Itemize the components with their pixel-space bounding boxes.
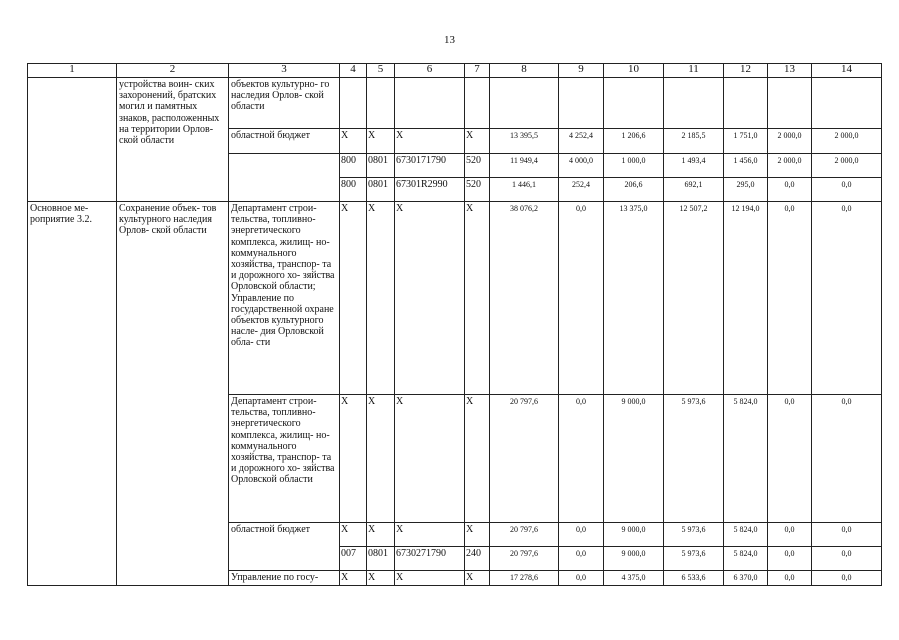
empty-cell	[768, 78, 812, 129]
table-row	[28, 202, 882, 395]
table-row	[28, 78, 882, 129]
amount-cell: 5 824,0	[724, 395, 768, 523]
code-cell: X	[367, 395, 395, 523]
code-cell: X	[465, 571, 490, 586]
amount-cell: 0,0	[768, 202, 812, 395]
source-cell: областной бюджет	[229, 129, 340, 154]
amount-cell: 38 076,2	[490, 202, 559, 395]
empty-cell	[367, 78, 395, 129]
code-cell: 67301R2990	[395, 178, 465, 202]
code-cell: 520	[465, 178, 490, 202]
code-cell: X	[395, 523, 465, 547]
amount-cell: 2 000,0	[768, 129, 812, 154]
code-cell: X	[465, 202, 490, 395]
code-cell: X	[340, 523, 367, 547]
amount-cell: 2 000,0	[812, 154, 882, 178]
financing-table	[27, 63, 882, 586]
amount-cell: 0,0	[812, 202, 882, 395]
amount-cell: 6 370,0	[724, 571, 768, 586]
amount-cell: 5 824,0	[724, 523, 768, 547]
code-cell: 0801	[367, 154, 395, 178]
column-number: 11	[664, 64, 724, 78]
code-cell: X	[395, 395, 465, 523]
empty-cell	[490, 78, 559, 129]
source-cell	[229, 547, 340, 571]
amount-cell: 1 000,0	[604, 154, 664, 178]
amount-cell: 2 000,0	[768, 154, 812, 178]
empty-cell	[395, 78, 465, 129]
code-cell: X	[465, 129, 490, 154]
empty-cell	[724, 78, 768, 129]
amount-cell: 0,0	[559, 571, 604, 586]
code-cell: 520	[465, 154, 490, 178]
column-number: 8	[490, 64, 559, 78]
column-number: 6	[395, 64, 465, 78]
amount-cell: 12 507,2	[664, 202, 724, 395]
empty-cell	[812, 78, 882, 129]
amount-cell: 0,0	[768, 523, 812, 547]
amount-cell: 9 000,0	[604, 395, 664, 523]
code-cell: X	[465, 395, 490, 523]
amount-cell: 6 533,6	[664, 571, 724, 586]
page-number: 13	[444, 34, 455, 46]
code-cell: 007	[340, 547, 367, 571]
amount-cell: 0,0	[812, 178, 882, 202]
column-number: 7	[465, 64, 490, 78]
code-cell: X	[367, 129, 395, 154]
amount-cell: 0,0	[559, 547, 604, 571]
activity-cell	[28, 78, 117, 202]
amount-cell: 4 252,4	[559, 129, 604, 154]
empty-cell	[465, 78, 490, 129]
amount-cell: 0,0	[768, 547, 812, 571]
amount-cell: 1 456,0	[724, 154, 768, 178]
amount-cell: 0,0	[768, 571, 812, 586]
amount-cell: 0,0	[559, 523, 604, 547]
code-cell: X	[367, 202, 395, 395]
amount-cell: 12 194,0	[724, 202, 768, 395]
code-cell: X	[340, 129, 367, 154]
activity-name-cell: устройства воин- ских захоронений, братских могил и памятных знаков, расположенных на территории Орлов- ской области	[117, 78, 229, 202]
code-cell: X	[395, 202, 465, 395]
column-number: 5	[367, 64, 395, 78]
empty-cell	[340, 78, 367, 129]
amount-cell: 5 973,6	[664, 547, 724, 571]
amount-cell: 252,4	[559, 178, 604, 202]
amount-cell: 5 973,6	[664, 523, 724, 547]
amount-cell: 0,0	[559, 202, 604, 395]
executor-cell: Департамент строи- тельства, топливно- энергетического комплекса, жилищ- но-коммунального хозяйства, транспор- та и дорожного хо- зяйства Орловской области	[229, 395, 340, 523]
empty-cell	[559, 78, 604, 129]
code-cell: X	[367, 523, 395, 547]
code-cell: X	[340, 202, 367, 395]
empty-cell	[664, 78, 724, 129]
amount-cell: 13 375,0	[604, 202, 664, 395]
source-cell: областной бюджет	[229, 523, 340, 547]
amount-cell: 2 000,0	[812, 129, 882, 154]
amount-cell: 9 000,0	[604, 547, 664, 571]
column-number: 4	[340, 64, 367, 78]
code-cell: 6730271790	[395, 547, 465, 571]
amount-cell: 17 278,6	[490, 571, 559, 586]
code-cell: 6730171790	[395, 154, 465, 178]
amount-cell: 0,0	[768, 178, 812, 202]
amount-cell: 0,0	[812, 571, 882, 586]
amount-cell: 0,0	[812, 523, 882, 547]
amount-cell: 0,0	[812, 547, 882, 571]
column-number: 2	[117, 64, 229, 78]
code-cell: 0801	[367, 547, 395, 571]
amount-cell: 0,0	[768, 395, 812, 523]
amount-cell: 206,6	[604, 178, 664, 202]
amount-cell: 5 824,0	[724, 547, 768, 571]
source-cell	[229, 154, 340, 178]
column-number: 9	[559, 64, 604, 78]
column-number: 10	[604, 64, 664, 78]
source-cell	[229, 178, 340, 202]
empty-cell	[604, 78, 664, 129]
amount-cell: 9 000,0	[604, 523, 664, 547]
amount-cell: 20 797,6	[490, 547, 559, 571]
executor-cell: Управление по госу-	[229, 571, 340, 586]
column-number: 13	[768, 64, 812, 78]
column-number: 1	[28, 64, 117, 78]
column-number: 14	[812, 64, 882, 78]
code-cell: 240	[465, 547, 490, 571]
amount-cell: 20 797,6	[490, 523, 559, 547]
amount-cell: 0,0	[559, 395, 604, 523]
source-cell: объектов культурно- го наследия Орлов- ской области	[229, 78, 340, 129]
amount-cell: 11 949,4	[490, 154, 559, 178]
activity-name-cell: Сохранение объек- тов культурного наследия Орлов- ской области	[117, 202, 229, 586]
amount-cell: 4 375,0	[604, 571, 664, 586]
amount-cell: 20 797,6	[490, 395, 559, 523]
code-cell: X	[340, 395, 367, 523]
column-number-row	[28, 64, 882, 78]
amount-cell: 13 395,5	[490, 129, 559, 154]
code-cell: 0801	[367, 178, 395, 202]
amount-cell: 0,0	[812, 395, 882, 523]
column-number: 3	[229, 64, 340, 78]
code-cell: X	[465, 523, 490, 547]
amount-cell: 5 973,6	[664, 395, 724, 523]
code-cell: X	[395, 129, 465, 154]
code-cell: X	[395, 571, 465, 586]
amount-cell: 1 206,6	[604, 129, 664, 154]
amount-cell: 692,1	[664, 178, 724, 202]
code-cell: X	[367, 571, 395, 586]
amount-cell: 295,0	[724, 178, 768, 202]
executor-cell: Департамент строи- тельства, топливно- энергетического комплекса, жилищ- но-коммунального хозяйства, транспор- та и дорожного хо- зяйства Орловской области; Управление по государственной охране объектов культурного насле- дия Орловской обла- сти	[229, 202, 340, 395]
amount-cell: 2 185,5	[664, 129, 724, 154]
amount-cell: 4 000,0	[559, 154, 604, 178]
amount-cell: 1 446,1	[490, 178, 559, 202]
amount-cell: 1 493,4	[664, 154, 724, 178]
code-cell: X	[340, 571, 367, 586]
code-cell: 800	[340, 154, 367, 178]
amount-cell: 1 751,0	[724, 129, 768, 154]
activity-number-cell: Основное ме- роприятие 3.2.	[28, 202, 117, 586]
column-number: 12	[724, 64, 768, 78]
code-cell: 800	[340, 178, 367, 202]
